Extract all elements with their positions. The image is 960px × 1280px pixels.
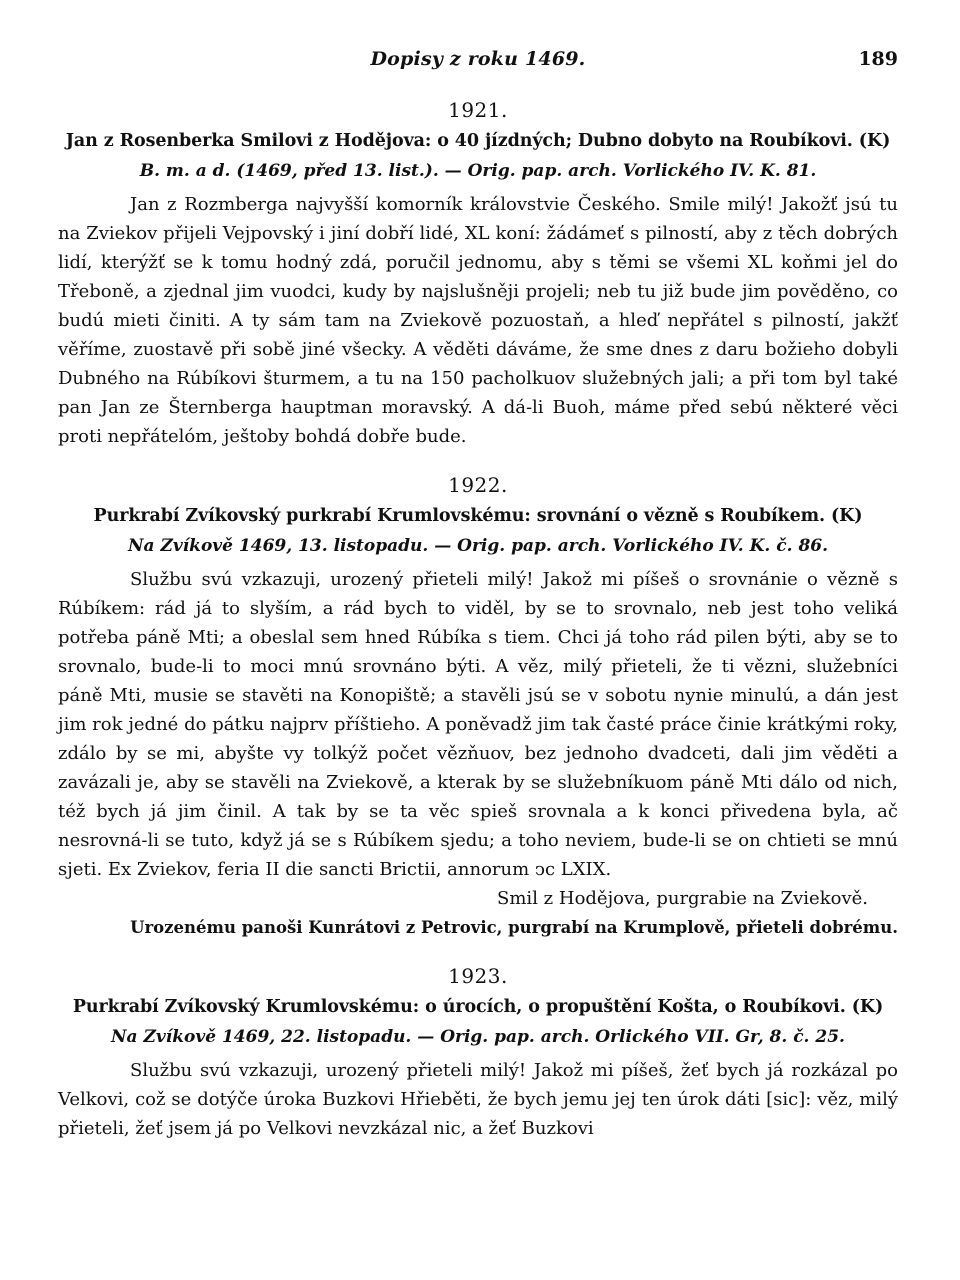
letter-number: 1922. bbox=[448, 473, 508, 497]
letter-heading: Purkrabí Zvíkovský Krumlovskému: o úrocích, o propuštění Košta, o Roubíkovi. (K) bbox=[72, 997, 884, 1017]
letter-heading: Jan z Rosenberka Smilovi z Hodějova: o 40 jízdných; Dubno dobyto na Roubíkovi. (K) bbox=[65, 131, 891, 151]
letter-1922 bbox=[58, 473, 898, 942]
letter-1921 bbox=[58, 98, 898, 451]
letter-body: Jan z Rozmberga najvyšší komorník královstvie Českého. Smile milý! Jakožť jsú tu na Zviekov přijeli Vejpovský i jiní dobří lidé, XL koní: žádámeť s pilností, aby z těch dobrých lidí, kterýžť se k tomu hodný zdá, poručil jednomu, aby s těmi se všemi XL koňmi jel do Třeboně, a zjednal jim vuodci, kudy by najslušněji projeli; neb tu již bude jim pověděno, co budú mieti činiti. A ty sám tam na Zviekově pozuostaň, a hleď nepřátel s pilností, jakžť věříme, zuostavě při sobě jiné všecky. A věděti dáváme, že sme dnes z daru božieho dobyli Dubného na Rúbíkovi šturmem, a tu na 150 pacholkuov služebných jali; a při tom byl také pan Jan ze Šternberga hauptman moravský. A dá-li Buoh, máme před sebú některé věci proti nepřátelóm, ještoby bohdá dobře bude. bbox=[58, 194, 898, 447]
letter-source: Na Zvíkově 1469, 13. listopadu. — Orig. pap. arch. Vorlického IV. K. č. 86. bbox=[127, 536, 829, 556]
letter-signature: Smil z Hodějova, purgrabie na Zviekově. bbox=[497, 888, 868, 909]
letter-1923 bbox=[58, 964, 898, 1143]
letter-source: B. m. a d. (1469, před 13. list.). — Orig. pap. arch. Vorlického IV. K. 81. bbox=[139, 161, 817, 181]
running-title: Dopisy z roku 1469. bbox=[370, 48, 586, 70]
letter-number: 1921. bbox=[448, 98, 508, 122]
letter-body: Službu svú vzkazuji, urozený přieteli milý! Jakož mi píšeš, žeť bych já rozkázal po Velkovi, což se dotýče úroka Buzkovi Hřieběti, že bych jemu jej ten úrok dáti [sic]: věz, milý přieteli, žeť jsem já po Velkovi nevzkázal nic, a žeť Buzkovi bbox=[58, 1060, 898, 1139]
running-header bbox=[58, 38, 898, 78]
letter-heading: Purkrabí Zvíkovský purkrabí Krumlovskému: srovnání o vězně s Roubíkem. (K) bbox=[93, 506, 863, 526]
letter-number: 1923. bbox=[448, 964, 508, 988]
letter-source: Na Zvíkově 1469, 22. listopadu. — Orig. pap. arch. Orlického VII. Gr, 8. č. 25. bbox=[111, 1027, 845, 1047]
page-number: 189 bbox=[858, 48, 898, 70]
letter-address: Urozenému panoši Kunrátovi z Petrovic, purgrabí na Krumplově, přieteli dobrému. bbox=[130, 918, 898, 937]
document-page bbox=[58, 38, 898, 1143]
letter-body: Službu svú vzkazuji, urozený přieteli milý! Jakož mi píšeš o srovnánie o vězně s Rúbíkem: rád já to slyším, a rád bych to viděl, by se to srovnalo, neb jest toho veliká potřeba páně Mti; a obeslal sem hned Rúbíka s tiem. Chci já toho rád pilen býti, aby se to srovnalo, bude-li to moci mnú srovnáno býti. A věz, milý přieteli, že ti vězni, služebníci páně Mti, musie se stavěti na Konopiště; a stavěli jsú se v sobotu nynie minulú, a dán jest jim rok jedné do pátku najprv příštieho. A poněvadž jim tak časté práce činie krátkými roky, zdálo by se mi, abyšte vy tolkýž počet vězňuov, bez jednoho dvadceti, dali jim věděti a zavázali je, aby se stavěli na Zviekově, a kterak by se služebníkuom páně Mti dálo od nich, též bych já jim činil. A tak by se ta věc spieš srovnala a k konci přivedena byla, ač nesrovná-li se tuto, když já se s Rúbíkem sjedu; a toho neviem, bude-li se on chtieti se mnú sjeti. Ex Zviekov, feria II die sancti Brictii, annorum ↄc LXIX. bbox=[58, 569, 898, 880]
